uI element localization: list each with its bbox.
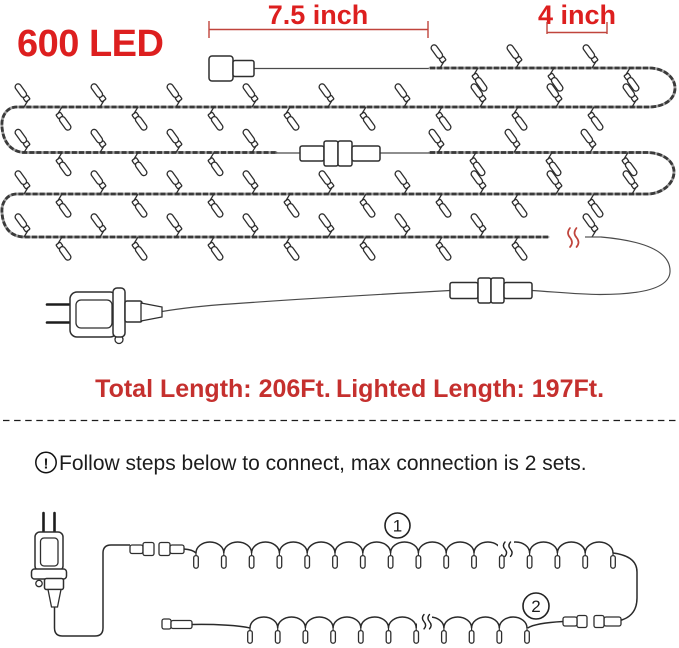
light-bulb <box>56 194 72 218</box>
light-bulb <box>305 553 310 568</box>
set2-plug-connector <box>528 616 587 629</box>
light-bulb <box>14 170 30 194</box>
light-bulb <box>394 83 410 107</box>
set2-garland <box>248 617 530 643</box>
light-bulb <box>275 628 280 643</box>
step-plug-wire <box>55 545 131 636</box>
light-bulb <box>333 553 338 568</box>
light-bulb <box>284 107 300 131</box>
light-bulb <box>472 553 477 568</box>
light-bulb <box>512 237 528 261</box>
light-bulb <box>166 128 182 152</box>
tail-wire <box>532 237 670 295</box>
light-bulb <box>394 170 410 194</box>
step2-badge <box>523 593 549 619</box>
light-bulb <box>90 213 106 237</box>
lead-spacing-label: 7.5 inch <box>267 0 369 30</box>
light-bulb <box>56 107 72 131</box>
light-bulb <box>14 83 30 107</box>
plug-lead-wire <box>162 291 450 312</box>
led-count-label: 600 LED <box>17 23 164 65</box>
set2-end-connector <box>162 619 250 629</box>
light-bulb <box>506 44 522 68</box>
light-bulb <box>555 553 560 568</box>
string-break-mark <box>568 228 579 247</box>
light-bulb <box>248 628 253 643</box>
light-bulb <box>360 107 376 131</box>
light-bulb <box>14 128 30 152</box>
connection-steps-diagram <box>32 513 638 643</box>
light-bulb <box>470 213 486 237</box>
light-bulb <box>512 194 528 218</box>
light-bulb <box>436 237 452 261</box>
light-bulb <box>208 107 224 131</box>
light-bulb <box>361 553 366 568</box>
light-bulb <box>444 553 449 568</box>
total-length-label: Total Length: 206Ft. <box>95 375 331 403</box>
mid-string-connector <box>276 141 430 166</box>
light-bulb <box>504 128 520 152</box>
fuse-connector <box>450 278 532 303</box>
light-bulb <box>90 83 106 107</box>
light-bulb <box>582 213 598 237</box>
bulb-spacing-label: 4 inch <box>537 0 617 30</box>
light-bulb <box>318 170 334 194</box>
light-bulb <box>469 628 474 643</box>
step2-number: 2 <box>531 597 541 616</box>
light-bulb <box>430 44 446 68</box>
string-end-connector <box>209 56 254 81</box>
step-power-plug <box>32 513 67 607</box>
step1-connector <box>130 543 196 556</box>
exclamation-glyph: ! <box>43 455 49 473</box>
light-bulb <box>318 213 334 237</box>
step1-number: 1 <box>392 516 403 536</box>
light-bulb <box>132 107 148 131</box>
lighted-length-label: Lighted Length: 197Ft. <box>335 375 605 403</box>
light-bulb <box>132 237 148 261</box>
light-bulb <box>208 194 224 218</box>
light-bulb <box>360 194 376 218</box>
light-bulb <box>388 553 393 568</box>
light-bulb <box>166 170 182 194</box>
light-bulb <box>442 628 447 643</box>
light-bulb <box>194 553 199 568</box>
light-bulb <box>583 553 588 568</box>
light-bulb <box>525 628 530 643</box>
set1-tail-wire <box>613 553 637 621</box>
light-bulb <box>527 553 532 568</box>
light-bulb <box>428 128 444 152</box>
light-bulb <box>436 107 452 131</box>
light-bulb <box>588 107 604 131</box>
light-bulb <box>500 553 505 568</box>
light-bulb <box>132 194 148 218</box>
light-bulb <box>436 194 452 218</box>
light-bulb <box>284 237 300 261</box>
light-bulb <box>277 553 282 568</box>
light-bulb <box>14 213 30 237</box>
light-bulb <box>416 553 421 568</box>
light-bulb <box>132 153 148 177</box>
light-bulb <box>386 628 391 643</box>
garland-wire <box>196 542 613 553</box>
light-bulb <box>394 213 410 237</box>
light-bulb <box>56 237 72 261</box>
light-bulb <box>580 128 596 152</box>
light-bulb <box>303 628 308 643</box>
power-plug <box>47 288 162 344</box>
light-bulb <box>242 213 258 237</box>
light-bulb <box>588 194 604 218</box>
garland-wire <box>250 617 527 628</box>
light-bulb <box>284 194 300 218</box>
light-bulb <box>582 44 598 68</box>
connection-note-text: Follow steps below to connect, max connection is 2 sets. <box>59 452 587 475</box>
light-bulb <box>90 128 106 152</box>
light-bulb <box>318 83 334 107</box>
light-bulb <box>222 553 227 568</box>
set1-garland <box>194 542 616 568</box>
light-bulb <box>242 128 258 152</box>
step1-badge <box>385 513 410 538</box>
light-bulb <box>242 170 258 194</box>
serpentine-light-string <box>2 44 675 344</box>
light-bulb <box>359 628 364 643</box>
light-bulb <box>414 628 419 643</box>
set1-end-connector <box>594 616 621 628</box>
light-bulb <box>56 153 72 177</box>
light-bulb <box>497 628 502 643</box>
light-bulb <box>166 213 182 237</box>
light-bulb <box>208 237 224 261</box>
light-bulb <box>90 170 106 194</box>
light-bulb <box>331 628 336 643</box>
light-bulb <box>512 107 528 131</box>
measurements <box>17 0 616 65</box>
light-bulb <box>208 153 224 177</box>
connection-note <box>36 452 587 475</box>
light-bulb <box>166 83 182 107</box>
light-bulb <box>249 553 254 568</box>
light-bulb <box>360 237 376 261</box>
light-bulb <box>242 83 258 107</box>
light-bulb <box>611 553 616 568</box>
